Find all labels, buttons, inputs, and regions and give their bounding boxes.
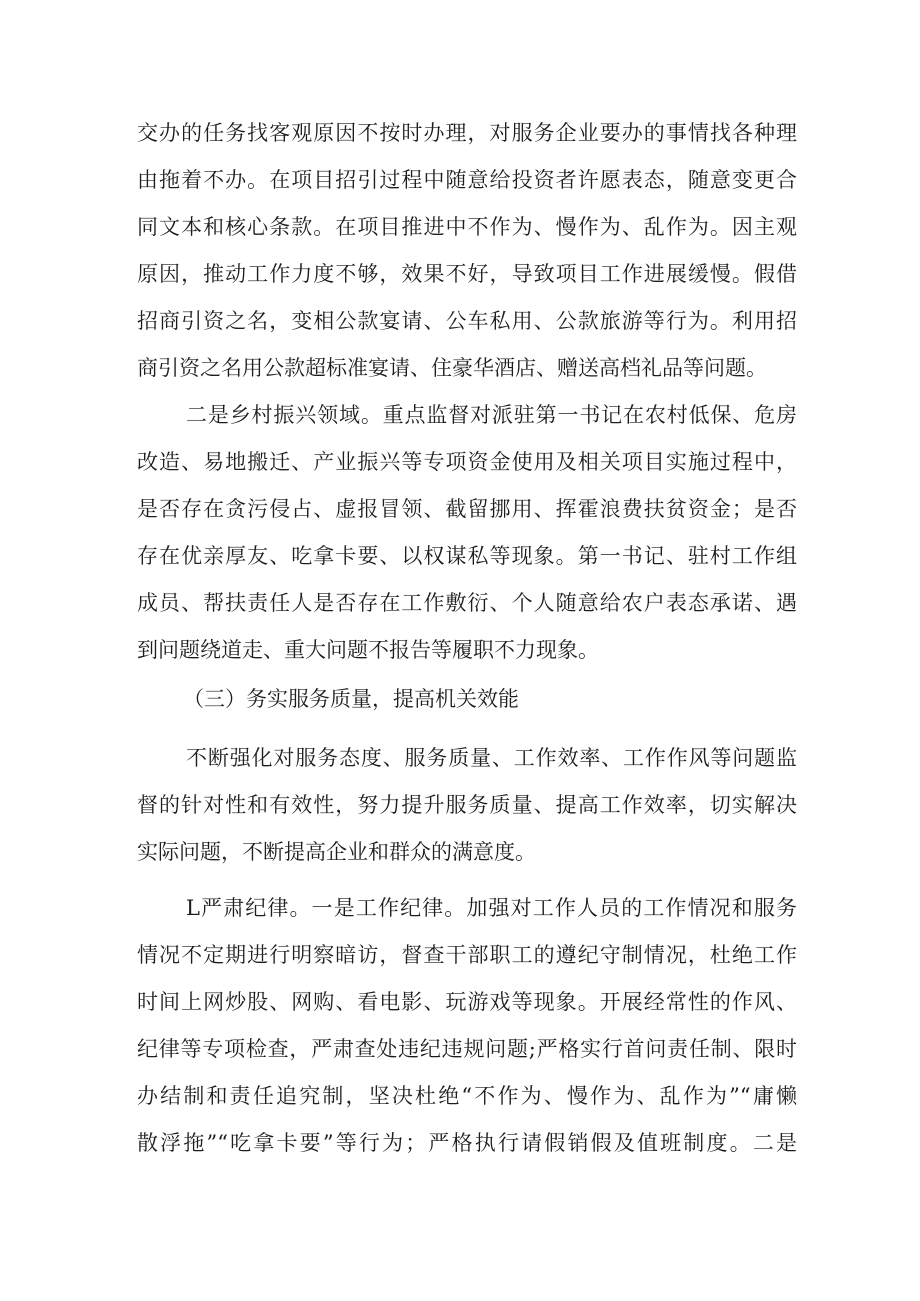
- paragraph-line: 同文本和核心条款。在项目推进中不作为、慢作为、乱作为。因主观: [137, 215, 797, 239]
- paragraph-line: 原因，推动工作力度不够，效果不好，导致项目工作进展缓慢。假借: [137, 262, 797, 286]
- paragraph-line: 是否存在贪污侵占、虚报冒领、截留挪用、挥霍浪费扶贫资金；是否: [137, 497, 797, 521]
- paragraph-line: 交办的任务找客观原因不按时办理，对服务企业要办的事情找各种理: [137, 121, 797, 145]
- paragraph-line: 办结制和责任追究制，坚决杜绝“不作为、慢作为、乱作为”“庸懒: [137, 1084, 797, 1108]
- paragraph-line: 实际问题，不断提高企业和群众的满意度。: [137, 840, 536, 864]
- paragraph-line: 招商引资之名，变相公款宴请、公车私用、公款旅游等行为。利用招: [137, 309, 797, 333]
- paragraph-line: 纪律等专项检查，严肃查处违纪违规问题;严格实行首问责任制、限时: [137, 1037, 797, 1061]
- paragraph-line: 由拖着不办。在项目招引过程中随意给投资者许愿表态，随意变更合: [137, 168, 797, 192]
- paragraph-line: 情况不定期进行明察暗访，督查干部职工的遵纪守制情况，杜绝工作: [137, 943, 797, 967]
- paragraph-line: 督的针对性和有效性，努力提升服务质量、提高工作效率，切实解决: [137, 793, 797, 817]
- paragraph-line: L严肃纪律。一是工作纪律。加强对工作人员的工作情况和服务: [186, 896, 797, 920]
- section-heading: （三）务实服务质量，提高机关效能: [183, 687, 519, 711]
- paragraph-line: 成员、帮扶责任人是否存在工作敷衍、个人随意给农户表态承诺、遇: [137, 591, 797, 615]
- paragraph-line: 不断强化对服务态度、服务质量、工作效率、工作作风等问题监: [186, 746, 797, 770]
- paragraph-line: 到问题绕道走、重大问题不报告等履职不力现象。: [137, 638, 599, 662]
- paragraph-line: 存在优亲厚友、吃拿卡要、以权谋私等现象。第一书记、驻村工作组: [137, 544, 797, 568]
- paragraph-line: 商引资之名用公款超标准宴请、住豪华酒店、赠送高档礼品等问题。: [137, 356, 767, 380]
- paragraph-line: 散浮拖”“吃拿卡要”等行为；严格执行请假销假及值班制度。二是: [137, 1131, 797, 1155]
- paragraph-line: 时间上网炒股、网购、看电影、玩游戏等现象。开展经常性的作风、: [137, 990, 797, 1014]
- paragraph-line: 二是乡村振兴领域。重点监督对派驻第一书记在农村低保、危房: [186, 403, 797, 427]
- paragraph-line: 改造、易地搬迁、产业振兴等专项资金使用及相关项目实施过程中，: [137, 450, 797, 474]
